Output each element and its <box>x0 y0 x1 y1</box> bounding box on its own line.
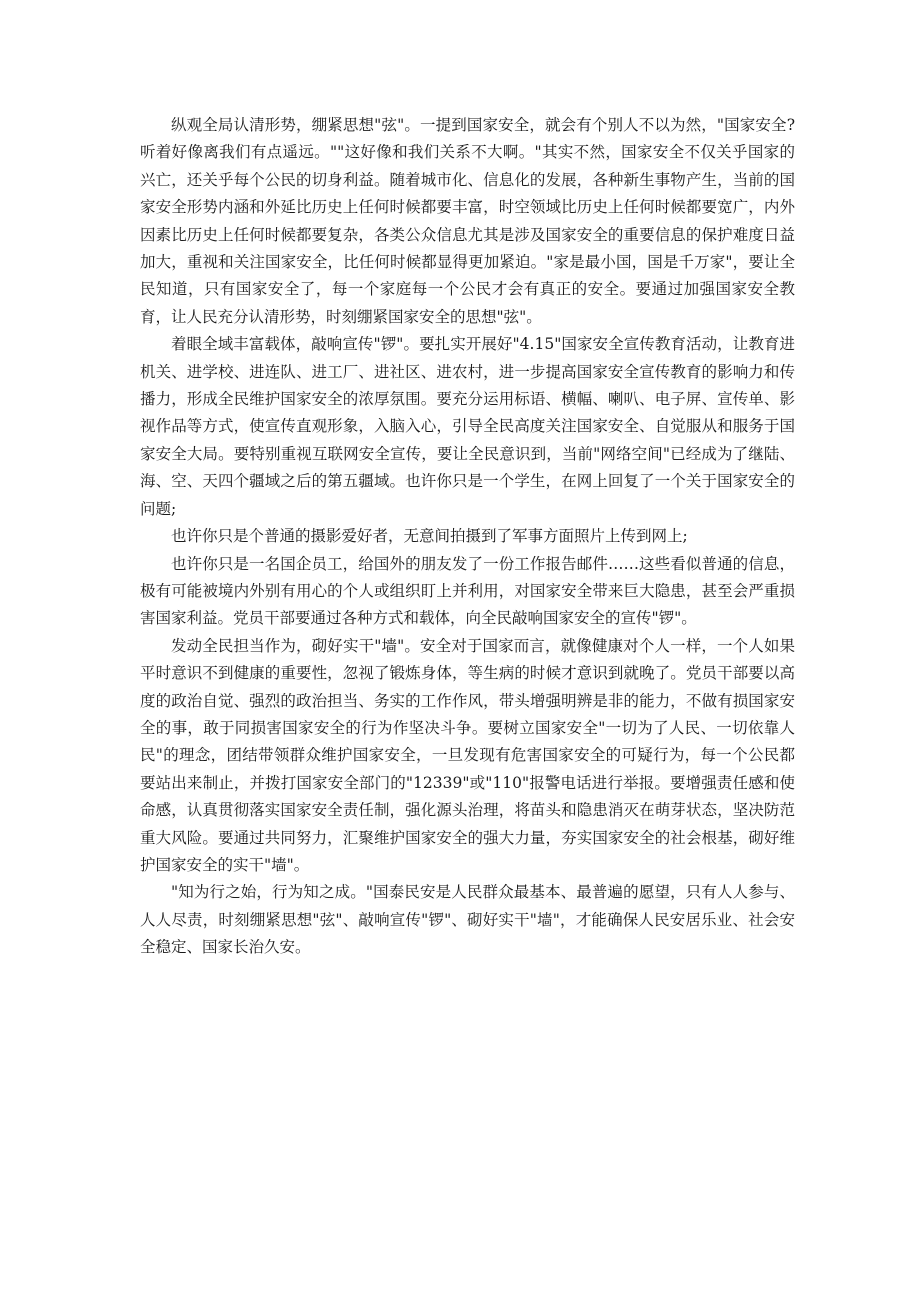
paragraph-3: 也许你只是个普通的摄影爱好者，无意间拍摄到了军事方面照片上传到网上; <box>171 527 688 546</box>
paragraph-5: 发动全民担当作为，砌好实干"墙"。安全对于国家而言，就像健康对个人一样，一个人如果平时意识不到健康的重要性，忽视了锻炼身体，等生病的时候才意识到就晚了。党员干部要以高度的政治自觉、强烈的政治担当、务实的工作作风，带头增强明辨是非的能力，不做有损国家安全的事，敢于同损害国家安全的行为作坚决斗争。要树立国家安全"一切为了人民、一切依靠人民"的理念，团结带领群众维护国家安全，一旦发现有危害国家安全的可疑行为，每一个公民都要站出来制止，并拨打国家安全部门的"12339"或"110"报警电话进行举报。要增强责任感和使命感，认真贯彻落实国家安全责任制，强化源头治理，将苗头和隐患消灭在萌芽状态，坚决防范重大风险。要通过共同努力，汇聚维护国家安全的强大力量，夯实国家安全的社会根基，砌好维护国家安全的实干"墙"。 <box>140 636 795 874</box>
document-body <box>140 112 795 962</box>
paragraph-1: 纵观全局认清形势，绷紧思想"弦"。一提到国家安全，就会有个别人不以为然，"国家安全?听着好像离我们有点遥远。""这好像和我们关系不大啊。"其实不然，国家安全不仅关乎国家的兴亡，还关乎每个公民的切身利益。随着城市化、信息化的发展，各种新生事物产生，当前的国家安全形势内涵和外延比历史上任何时候都要丰富，时空领域比历史上任何时候都要宽广，内外因素比历史上任何时候都要复杂，各类公众信息尤其是涉及国家安全的重要信息的保护难度日益加大，重视和关注国家安全，比任何时候都显得更加紧迫。"家是最小国，国是千万家"，要让全民知道，只有国家安全了，每一个家庭每一个公民才会有真正的安全。要通过加强国家安全教育，让人民充分认清形势，时刻绷紧国家安全的思想"弦"。 <box>140 116 795 326</box>
paragraph-6: "知为行之始，行为知之成。"国泰民安是人民群众最基本、最普遍的愿望，只有人人参与、人人尽责，时刻绷紧思想"弦"、敲响宣传"锣"、砌好实干"墙"，才能确保人民安居乐业、社会安全稳定、国家长治久安。 <box>140 883 795 957</box>
paragraph-2: 着眼全域丰富载体，敲响宣传"锣"。要扎实开展好"4.15"国家安全宣传教育活动，让教育进机关、进学校、进连队、进工厂、进社区、进农村，进一步提高国家安全宣传教育的影响力和传播力，形成全民维护国家安全的浓厚氛围。要充分运用标语、横幅、喇叭、电子屏、宣传单、影视作品等方式，使宣传直观形象，入脑入心，引导全民高度关注国家安全、自觉服从和服务于国家安全大局。要特别重视互联网安全宣传，要让全民意识到，当前"网络空间"已经成为了继陆、海、空、天四个疆域之后的第五疆域。也许你只是一个学生，在网上回复了一个关于国家安全的问题; <box>140 335 795 518</box>
paragraph-4: 也许你只是一名国企员工，给国外的朋友发了一份工作报告邮件……这些看似普通的信息，极有可能被境内外别有用心的个人或组织盯上并利用，对国家安全带来巨大隐患，甚至会严重损害国家利益。党员干部要通过各种方式和载体，向全民敲响国家安全的宣传"锣"。 <box>140 554 795 628</box>
